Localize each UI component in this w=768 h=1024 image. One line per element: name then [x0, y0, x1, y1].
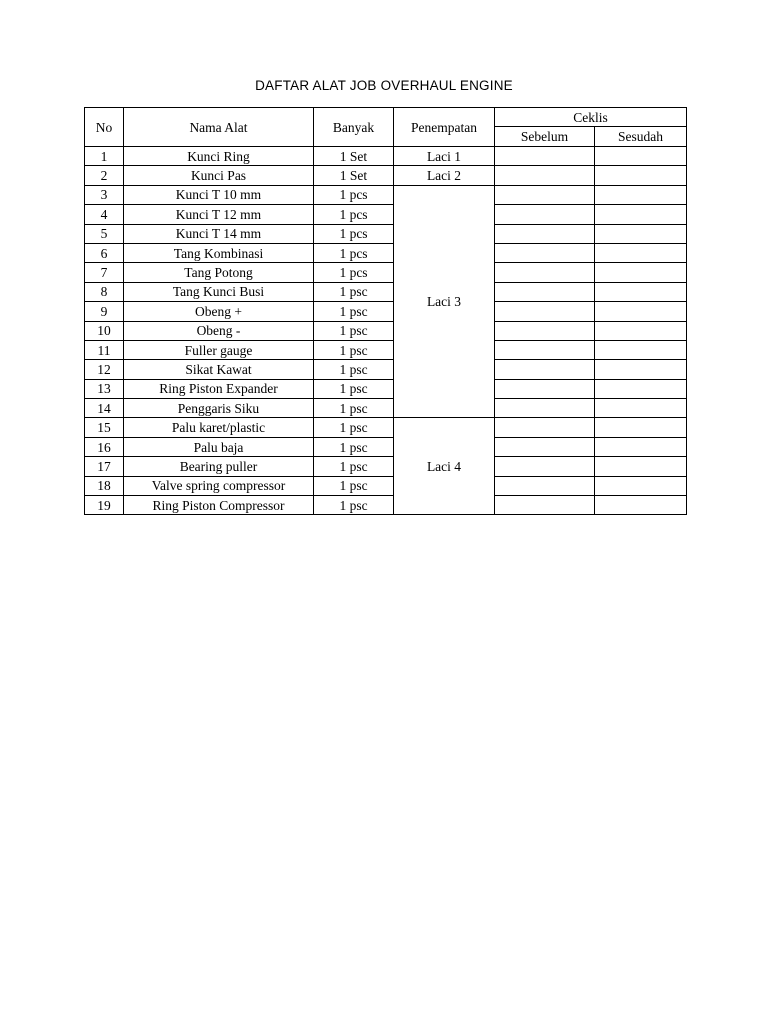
check-sesudah-cell — [595, 147, 687, 166]
check-sesudah-cell — [595, 340, 687, 359]
tool-quantity: 1 psc — [314, 418, 394, 437]
table-row — [85, 185, 687, 204]
check-sesudah-cell — [595, 360, 687, 379]
tool-quantity: 1 psc — [314, 340, 394, 359]
table-row — [85, 263, 687, 282]
tool-quantity: 1 psc — [314, 476, 394, 495]
row-number: 13 — [85, 379, 124, 398]
tool-name: Ring Piston Expander — [124, 379, 314, 398]
tool-name: Tang Kombinasi — [124, 243, 314, 262]
check-sebelum-cell — [495, 496, 595, 515]
tool-placement: Laci 4 — [394, 418, 495, 515]
tool-name: Bearing puller — [124, 457, 314, 476]
table-row — [85, 418, 687, 437]
tool-name: Obeng + — [124, 302, 314, 321]
check-sesudah-cell — [595, 399, 687, 418]
table-row — [85, 282, 687, 301]
row-number: 6 — [85, 243, 124, 262]
check-sesudah-cell — [595, 496, 687, 515]
check-sesudah-cell — [595, 185, 687, 204]
check-sebelum-cell — [495, 302, 595, 321]
tool-name: Palu karet/plastic — [124, 418, 314, 437]
check-sebelum-cell — [495, 360, 595, 379]
tool-quantity: 1 pcs — [314, 263, 394, 282]
check-sesudah-cell — [595, 321, 687, 340]
tool-placement: Laci 2 — [394, 166, 495, 185]
row-number: 1 — [85, 147, 124, 166]
row-number: 11 — [85, 340, 124, 359]
tool-quantity: 1 pcs — [314, 243, 394, 262]
tool-quantity: 1 psc — [314, 302, 394, 321]
tool-quantity: 1 pcs — [314, 224, 394, 243]
row-number: 15 — [85, 418, 124, 437]
tool-quantity: 1 psc — [314, 321, 394, 340]
header-penempatan: Penempatan — [394, 108, 495, 147]
tool-name: Obeng - — [124, 321, 314, 340]
check-sesudah-cell — [595, 476, 687, 495]
header-sesudah: Sesudah — [595, 127, 687, 147]
check-sebelum-cell — [495, 379, 595, 398]
check-sebelum-cell — [495, 437, 595, 456]
row-number: 18 — [85, 476, 124, 495]
check-sebelum-cell — [495, 418, 595, 437]
row-number: 9 — [85, 302, 124, 321]
table-header — [85, 108, 687, 147]
row-number: 7 — [85, 263, 124, 282]
table-row — [85, 399, 687, 418]
row-number: 3 — [85, 185, 124, 204]
tool-name: Fuller gauge — [124, 340, 314, 359]
tool-quantity: 1 psc — [314, 457, 394, 476]
tool-quantity: 1 psc — [314, 360, 394, 379]
check-sesudah-cell — [595, 243, 687, 262]
tool-placement: Laci 3 — [394, 185, 495, 418]
tool-name: Tang Kunci Busi — [124, 282, 314, 301]
tool-name: Palu baja — [124, 437, 314, 456]
tool-name: Kunci Pas — [124, 166, 314, 185]
tool-quantity: 1 psc — [314, 399, 394, 418]
document-title: DAFTAR ALAT JOB OVERHAUL ENGINE — [255, 78, 513, 93]
row-number: 5 — [85, 224, 124, 243]
check-sebelum-cell — [495, 476, 595, 495]
row-number: 14 — [85, 399, 124, 418]
table-row — [85, 243, 687, 262]
check-sebelum-cell — [495, 340, 595, 359]
tool-quantity: 1 pcs — [314, 205, 394, 224]
check-sebelum-cell — [495, 205, 595, 224]
tool-name: Sikat Kawat — [124, 360, 314, 379]
table-row — [85, 476, 687, 495]
header-sebelum: Sebelum — [495, 127, 595, 147]
table-row — [85, 147, 687, 166]
check-sesudah-cell — [595, 263, 687, 282]
header-nama-alat: Nama Alat — [124, 108, 314, 147]
tool-placement: Laci 1 — [394, 147, 495, 166]
row-number: 10 — [85, 321, 124, 340]
row-number: 2 — [85, 166, 124, 185]
header-banyak: Banyak — [314, 108, 394, 147]
tool-name: Penggaris Siku — [124, 399, 314, 418]
check-sesudah-cell — [595, 302, 687, 321]
tool-list-table — [84, 107, 687, 515]
header-ceklis: Ceklis — [495, 108, 687, 127]
table-row — [85, 302, 687, 321]
check-sebelum-cell — [495, 224, 595, 243]
check-sesudah-cell — [595, 282, 687, 301]
tool-name: Tang Potong — [124, 263, 314, 282]
tool-name: Kunci T 14 mm — [124, 224, 314, 243]
check-sebelum-cell — [495, 399, 595, 418]
tool-name: Kunci T 12 mm — [124, 205, 314, 224]
check-sesudah-cell — [595, 379, 687, 398]
check-sebelum-cell — [495, 185, 595, 204]
tool-name: Kunci T 10 mm — [124, 185, 314, 204]
table-row — [85, 379, 687, 398]
row-number: 12 — [85, 360, 124, 379]
row-number: 8 — [85, 282, 124, 301]
check-sesudah-cell — [595, 418, 687, 437]
row-number: 19 — [85, 496, 124, 515]
check-sebelum-cell — [495, 243, 595, 262]
tool-quantity: 1 Set — [314, 166, 394, 185]
table-row — [85, 166, 687, 185]
tool-name: Ring Piston Compressor — [124, 496, 314, 515]
tool-quantity: 1 Set — [314, 147, 394, 166]
check-sesudah-cell — [595, 437, 687, 456]
table-row — [85, 321, 687, 340]
table-row — [85, 340, 687, 359]
tool-quantity: 1 pcs — [314, 185, 394, 204]
check-sebelum-cell — [495, 282, 595, 301]
table-row — [85, 437, 687, 456]
table-row — [85, 360, 687, 379]
check-sebelum-cell — [495, 321, 595, 340]
tool-name: Valve spring compressor — [124, 476, 314, 495]
row-number: 16 — [85, 437, 124, 456]
row-number: 4 — [85, 205, 124, 224]
check-sebelum-cell — [495, 457, 595, 476]
table-row — [85, 224, 687, 243]
check-sesudah-cell — [595, 166, 687, 185]
table-row — [85, 205, 687, 224]
tool-quantity: 1 psc — [314, 379, 394, 398]
check-sebelum-cell — [495, 166, 595, 185]
table-body — [85, 147, 687, 515]
check-sebelum-cell — [495, 147, 595, 166]
check-sesudah-cell — [595, 224, 687, 243]
table-row — [85, 457, 687, 476]
check-sesudah-cell — [595, 205, 687, 224]
table-row — [85, 496, 687, 515]
row-number: 17 — [85, 457, 124, 476]
header-no: No — [85, 108, 124, 147]
check-sesudah-cell — [595, 457, 687, 476]
check-sebelum-cell — [495, 263, 595, 282]
tool-quantity: 1 psc — [314, 437, 394, 456]
tool-quantity: 1 psc — [314, 282, 394, 301]
tool-quantity: 1 psc — [314, 496, 394, 515]
tool-name: Kunci Ring — [124, 147, 314, 166]
